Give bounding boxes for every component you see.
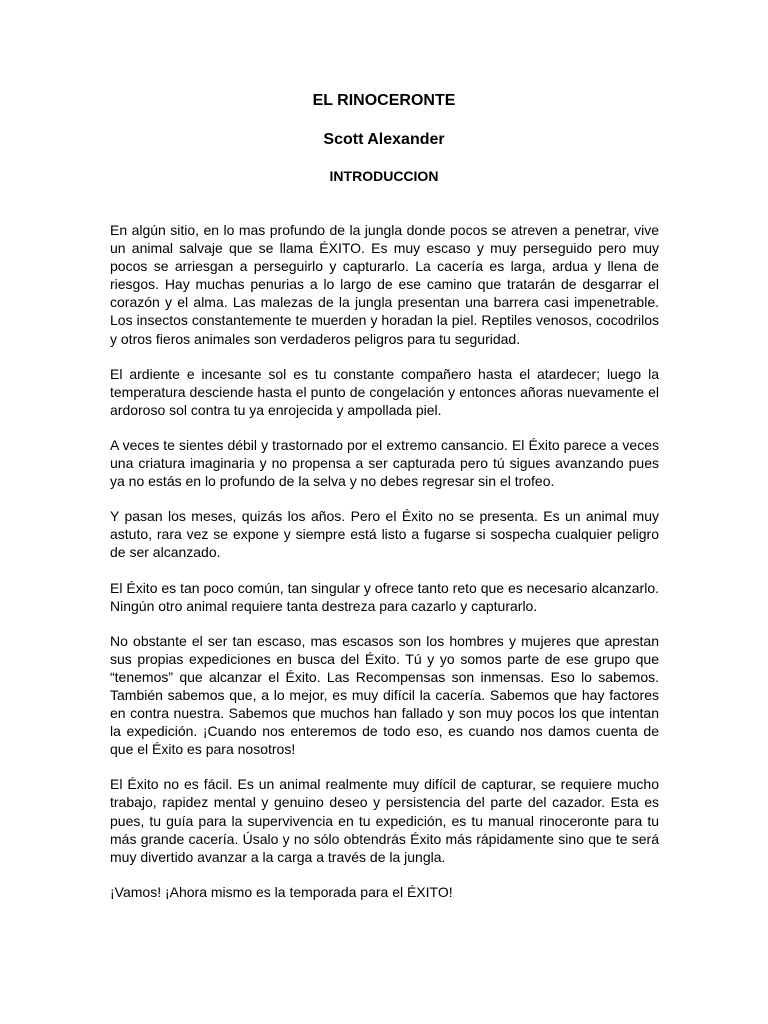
section-heading: INTRODUCCION <box>329 168 439 184</box>
document-title: EL RINOCERONTE <box>312 92 456 109</box>
paragraph: En algún sitio, en lo mas profundo de la jungla donde pocos se atreven a penetrar, vive un animal salvaje que se llama ÉXITO. Es muy escaso y muy perseguido pero muy pocos se arriesgan a perseguirlo y capturarlo. La cacería es larga, ardua y llena de riesgos. Hay muchas penurias a lo largo de ese camino que tratarán de desgarrar el corazón y el alma. Las malezas de la jungla presentan una barrera casi impenetrable. Los insectos constantemente te muerden y horadan la piel. Reptiles venosos, cocodrilos y otros fieros animales son verdaderos peligros para tu seguridad. <box>110 222 659 347</box>
paragraph: El ardiente e incesante sol es tu constante compañero hasta el atardecer; luego la temperatura desciende hasta el punto de congelación y entonces añoras nuevamente el ardoroso sol contra tu ya enrojecida y ampollada piel. <box>110 365 659 418</box>
body-text <box>110 221 659 918</box>
document-author: Scott Alexander <box>323 131 445 148</box>
paragraph: No obstante el ser tan escaso, mas escasos son los hombres y mujeres que aprestan sus propias expediciones en busca del Éxito. Tú y yo somos parte de ese grupo que “tenemos” que alcanzar el Éxito. Las Recompensas son inmensas. Eso lo sabemos. También sabemos que, a lo mejor, es muy difícil la cacería. Sabemos que hay factores en contra nuestra. Sabemos que muchos han fallado y son muy pocos los que intentan la expedición. ¡Cuando nos enteremos de todo eso, es cuando nos damos cuenta de que el Éxito es para nosotros! <box>110 632 659 758</box>
paragraph: A veces te sientes débil y trastornado por el extremo cansancio. El Éxito parece a veces una criatura imaginaria y no propensa a ser capturada pero tú sigues avanzando pues ya no estás en lo profundo de la selva y no debes regresar sin el trofeo. <box>110 436 659 490</box>
paragraph: ¡Vamos! ¡Ahora mismo es la temporada para el ÉXITO! <box>110 883 453 900</box>
paragraph: Y pasan los meses, quizás los años. Pero el Éxito no se presenta. Es un animal muy astuto, rara vez se expone y siempre está listo a fugarse si sospecha cualquier peligro de ser alcanzado. <box>110 508 659 561</box>
paragraph: El Éxito no es fácil. Es un animal realmente muy difícil de capturar, se requiere mucho trabajo, rapidez mental y genuino deseo y persistencia del parte del cazador. Esta es pues, tu guía para la supervivencia en tu expedición, es tu manual rinoceronte para tu más grande cacería. Úsalo y no sólo obtendrás Éxito más rápidamente sino que te será muy divertido avanzar a la carga a través de la jungla. <box>110 776 659 865</box>
paragraph: El Éxito es tan poco común, tan singular y ofrece tanto reto que es necesario alcanzarlo. Ningún otro animal requiere tanta destreza para cazarlo y capturarlo. <box>110 579 659 614</box>
